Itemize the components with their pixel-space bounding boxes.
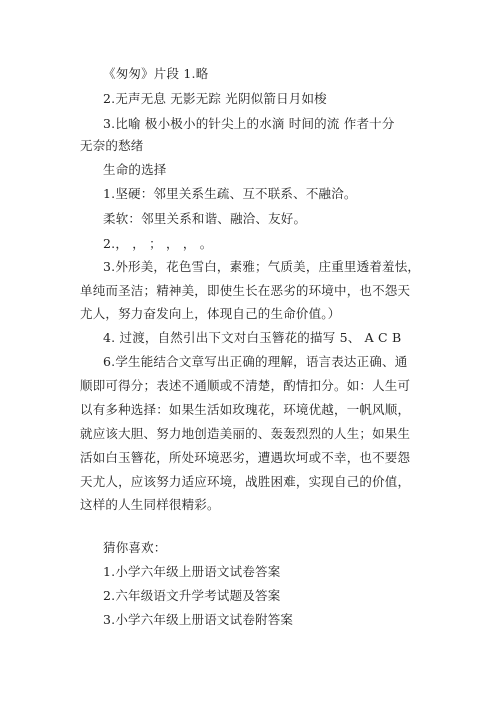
question-1-soft: 柔软：邻里关系和谐、融洽、友好。 [103,211,307,226]
question-6-line-5: 活如白玉簪花，所处环境恶劣，遭遇坎坷或不幸，也不要怨 [80,450,411,465]
recommend-link-2[interactable]: 2.六年级语文升学考试题及答案 [103,588,281,603]
answer-item-2: 2.无声无息 无影无踪 光阴似箭日月如梭 [103,91,327,106]
question-6-line-7: 这样的人生同样很精彩。 [80,497,220,512]
answer-item-3: 3.比喻 极小极小的针尖上的水滴 时间的流 作者十分 [103,116,395,131]
question-6-line-6: 天尤人，应该努力适应环境，战胜困难，实现自己的价值， [80,474,411,489]
section-title: 生命的选择 [103,162,167,177]
question-1-hard: 1.坚硬：邻里关系生疏、互不联系、不融洽。 [103,186,357,201]
answer-item-3-continued: 无奈的愁绪 [80,138,144,153]
question-6-line-3: 以有多种选择：如果生活如玫瑰花，环境优越，一帆风顺， [80,402,411,417]
question-2: 2.， ， ； ， ， 。 [103,236,213,251]
question-3-line-2: 单纯而圣洁；精神美，即使生长在恶劣的环境中，也不怨天 [80,283,411,298]
question-6-line-4: 就应该大胆、努力地创造美丽的、轰轰烈烈的人生；如果生 [80,426,411,441]
question-6-line-2: 顺即可得分；表述不通顺或不清楚，酌情扣分。如：人生可 [80,378,411,393]
recommend-link-3[interactable]: 3.小学六年级上册语文试卷附答案 [103,612,294,627]
answer-item-1: 《匆匆》片段 1.略 [103,66,209,81]
question-4-5: 4. 过渡，自然引出下文对白玉簪花的描写 5、 A C B [103,330,402,345]
recommend-link-1[interactable]: 1.小学六年级上册语文试卷答案 [103,564,281,579]
recommend-heading: 猜你喜欢： [103,540,167,555]
question-3-line-1: 3.外形美，花色雪白，素雅；气质美，庄重里透着羞怯， [103,259,421,274]
question-6-line-1: 6.学生能结合文章写出正确的理解，语言表达正确、通 [103,354,408,369]
question-3-line-3: 尤人，努力奋发向上，体现自己的生命价值。） [80,306,341,321]
